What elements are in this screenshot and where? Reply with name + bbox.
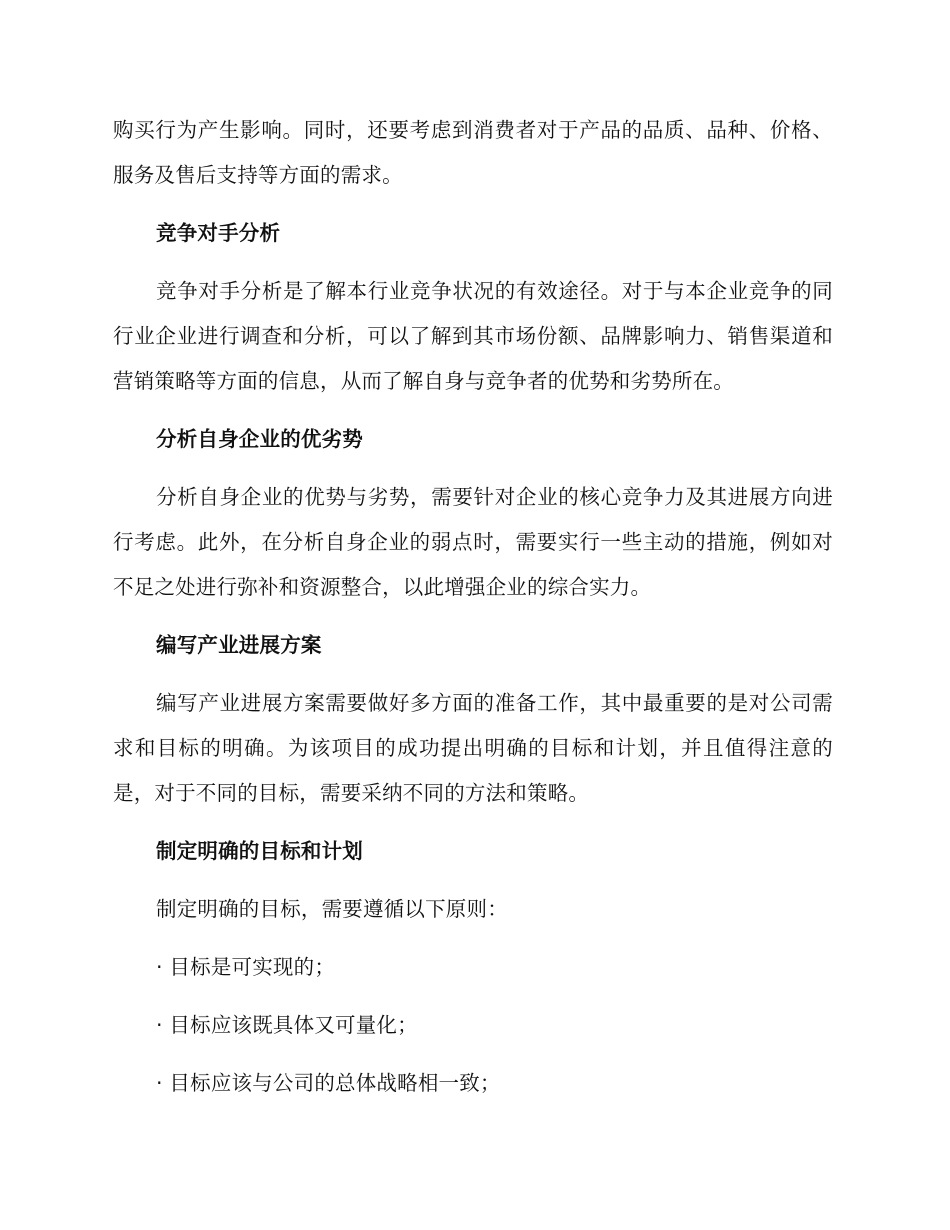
paragraph-competitor-analysis: 竞争对手分析是了解本行业竞争状况的有效途径。对于与本企业竞争的同行业企业进行调查和分析，可以了解到其市场份额、品牌影响力、销售渠道和营销策略等方面的信息，从而了解自身与竞争者的优势和劣势所在。 — [113, 279, 833, 393]
section-heading-competitor-analysis: 竞争对手分析 — [156, 221, 281, 245]
list-item: · 目标应该既具体又可量化； — [156, 1013, 418, 1037]
section-heading-self-analysis: 分析自身企业的优劣势 — [156, 427, 363, 451]
paragraph-goals-intro: 制定明确的目标，需要遵循以下原则： — [156, 897, 508, 921]
document-body — [113, 108, 833, 1119]
paragraph-self-analysis: 分析自身企业的优势与劣势，需要针对企业的核心竞争力及其进展方向进行考虑。此外，在分析自身企业的弱点时，需要实行一些主动的措施，例如对不足之处进行弥补和资源整合，以此增强企业的综合实力。 — [113, 485, 833, 599]
section-heading-goals-plan: 制定明确的目标和计划 — [156, 839, 363, 863]
list-item: · 目标应该与公司的总体战略相一致； — [156, 1071, 501, 1095]
section-heading-industry-plan: 编写产业进展方案 — [156, 633, 322, 657]
paragraph-industry-plan: 编写产业进展方案需要做好多方面的准备工作，其中最重要的是对公司需求和目标的明确。为该项目的成功提出明确的目标和计划，并且值得注意的是，对于不同的目标，需要采纳不同的方法和策略。 — [113, 691, 833, 805]
paragraph-continued: 购买行为产生影响。同时，还要考虑到消费者对于产品的品质、品种、价格、服务及售后支持等方面的需求。 — [113, 118, 833, 187]
list-item: · 目标是可实现的； — [156, 955, 336, 979]
